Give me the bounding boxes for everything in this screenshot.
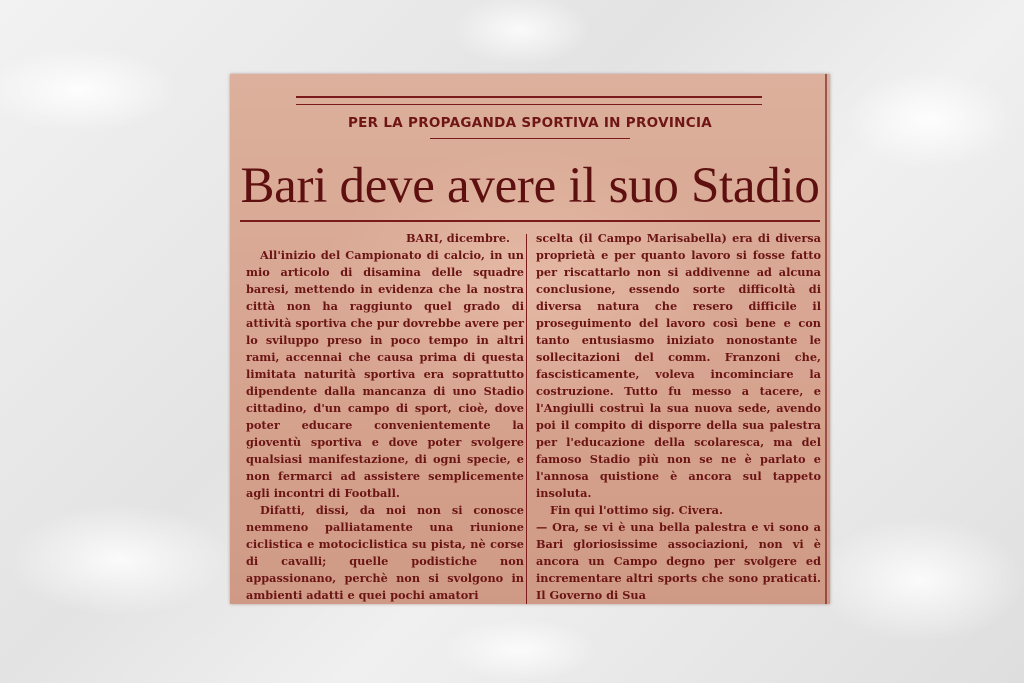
paragraph: All'inizio del Campionato di calcio, in un mio articolo di disamina delle squadre baresi, mettendo in evidenza che la nostra città non ha raggiunto quel grado di attività sportiva che pur dovrebbe avere per lo sviluppo preso in poco tempo in altri rami, accennai che causa prima di questa limitata naturità sportiva era soprattutto dipendente dalla mancanza di uno Stadio cittadino, d'un campo di sport, cioè, dove poter educare convenientemente la gioventù sportiva e dove poter svolgere qualsiasi manifestazione, di ogni specie, e non fermarci ad assistere semplicemente agli incontri di Football. xyxy=(246,248,524,500)
paragraph: Difatti, dissi, da noi non si conosce nemmeno palliatamente una riunione ciclistica e motociclistica su pista, nè corse di cavalli; quelle podistiche non appassionano, perchè non si svolgono in ambienti adatti e quei pochi amatori xyxy=(246,503,524,602)
clipping-edge-line xyxy=(825,74,827,604)
top-fragment-text xyxy=(258,74,558,82)
newspaper-clipping xyxy=(230,74,830,604)
article-column-right xyxy=(536,230,821,604)
paragraph: scelta (il Campo Marisabella) era di diversa proprietà e per quanto lavoro si fosse fatto per riscattarlo non si addivenne ad alcuna conclusione, essendo sorte difficoltà di diversa natura che resero difficile il proseguimento del lavoro così bene e con tanto entusiasmo iniziato nonostante le sollecitazioni del comm. Franzoni che, fascisticamente, voleva incominciare la costruzione. Tutto fu messo a tacere, e l'Angiulli costruì la sua nuova sede, avendo poi il compito di disporre della sua palestra per l'educazione della scolaresca, ma del famoso Stadio più non se ne è parlato e l'annosa quistione è ancora sul tappeto insoluta. xyxy=(536,231,821,500)
headline: Bari deve avere il suo Stadio xyxy=(240,158,820,214)
paragraph: Fin qui l'ottimo sig. Civera. xyxy=(550,503,723,517)
kicker-bottom-rule xyxy=(430,138,630,139)
section-kicker: PER LA PROPAGANDA SPORTIVA IN PROVINCIA xyxy=(347,115,713,131)
column-divider xyxy=(526,234,527,604)
kicker-top-rule xyxy=(296,104,762,105)
dateline: BARI, dicembre. xyxy=(405,231,510,245)
article-column-left xyxy=(246,230,524,604)
paragraph: — Ora, se vi è una bella palestra e vi sono a Bari gloriosissime associazioni, non vi è ancora un Campo degno per svolgere ed incrementare altri sports che sono praticati. Il Governo di Sua xyxy=(536,520,821,602)
headline-bottom-rule xyxy=(240,220,820,222)
top-rule xyxy=(296,96,762,98)
